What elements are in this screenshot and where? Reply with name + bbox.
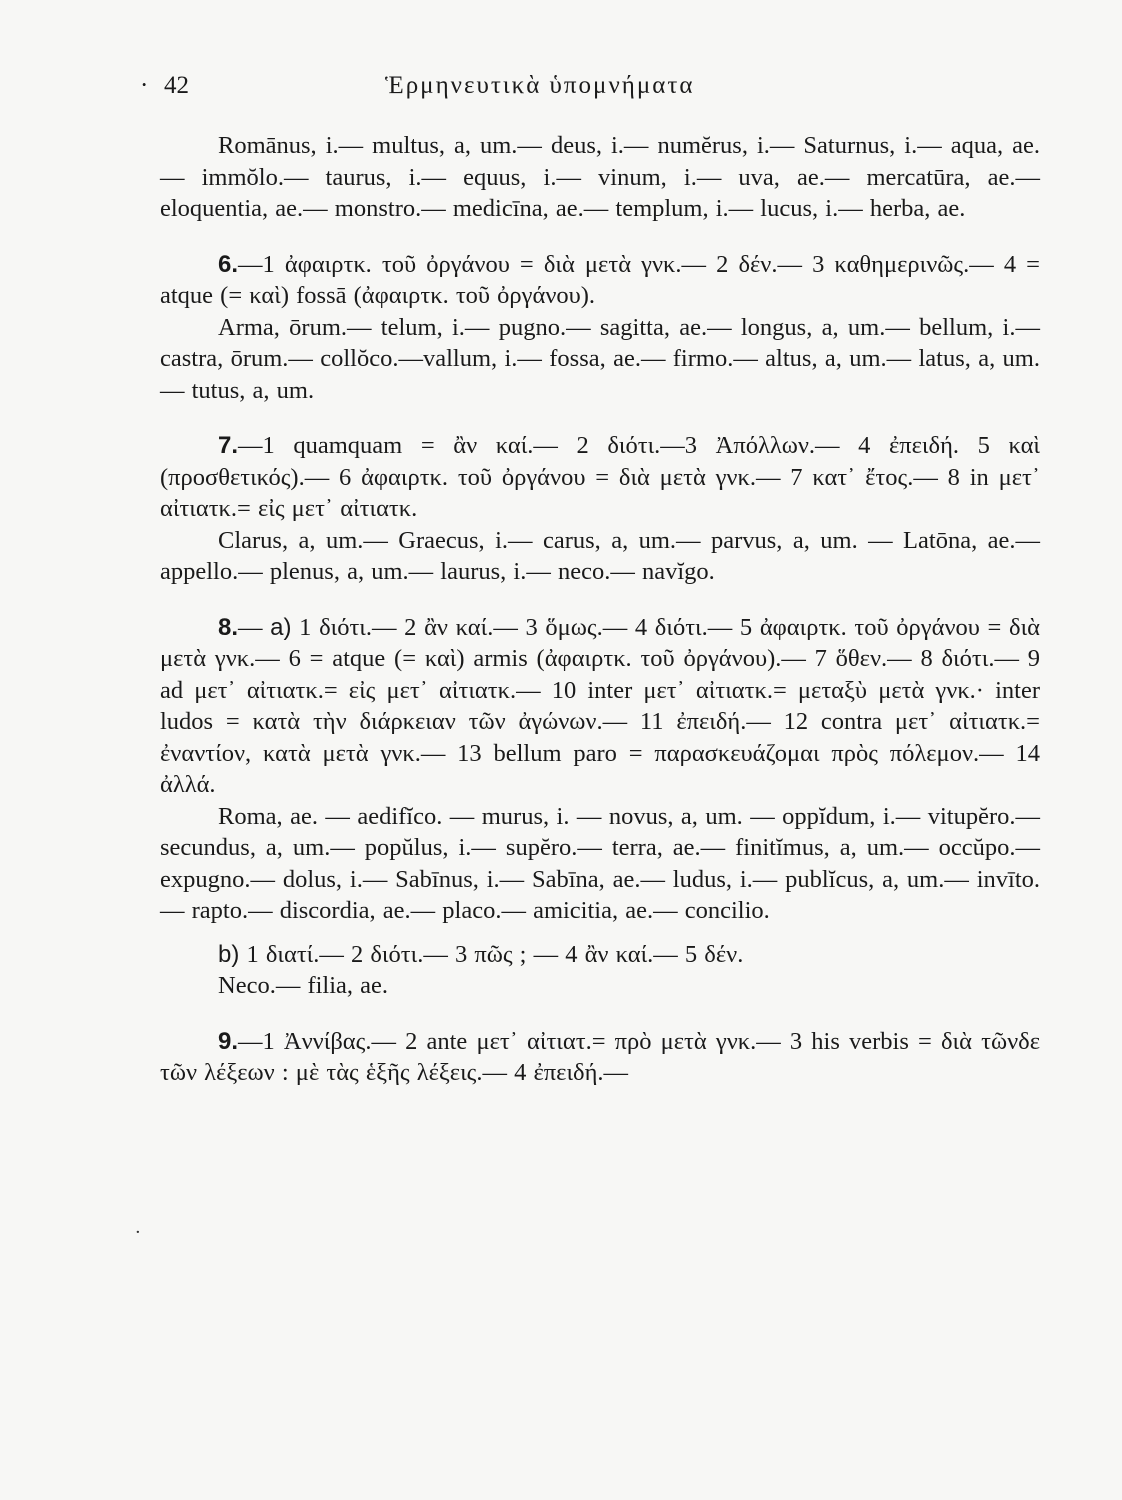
section-6-vocab: Arma, ōrum.— telum, i.— pugno.— sagitta, ae.— longus, a, um.— bellum, i.— castra, ōrum.— collŏco.—vallum, i.— fossa, ae.— firmo.— altus, a, um.— latus, a, um.— tutus, a, um. bbox=[160, 313, 1040, 404]
section-8b-vocab: Neco.— filia, ae. bbox=[218, 972, 389, 999]
page-number: 42 bbox=[164, 72, 189, 99]
section-6-notes-text: —1 ἀφαιρτκ. τοῦ ὀργάνου = διὰ μετὰ γνκ.— 2 δέν.— 3 καθημερινῶς.— 4 = atque (= καὶ) fossā (ἀφαιρτκ. τοῦ ὀργάνου). bbox=[160, 250, 1040, 309]
spacer bbox=[160, 225, 1040, 249]
spacer bbox=[160, 406, 1040, 430]
section-8b-label: b) bbox=[218, 940, 240, 968]
spacer bbox=[160, 588, 1040, 612]
section-8a-vocab: Roma, ae. — aedifĭco. — murus, i. — novus, a, um. — oppĭdum, i.— vitupĕro.— secundus, a, um.— popŭlus, i.— supĕro.— terra, ae.— finitĭmus, a, um.— occŭpo.— expugno.— dolus, i.— Sabīnus, i.— Sabīna, ae.— ludus, i.— publĭcus, a, um.— invīto. — rapto.— discordia, ae.— placo.— amicitia, ae.— concilio. bbox=[160, 802, 1040, 924]
section-8-dash: — bbox=[238, 613, 271, 641]
spacer bbox=[160, 1002, 1040, 1026]
section-7-number: 7. bbox=[218, 432, 239, 459]
spacer bbox=[160, 927, 1040, 939]
section-9-notes bbox=[160, 1026, 1040, 1089]
section-8a-notes-text: 1 διότι.— 2 ἂν καί.— 3 ὅμως.— 4 διότι.— 5 ἀφαιρτκ. τοῦ ὀργάνου = διὰ μετὰ γνκ.— 6 = atque (= καὶ) armis (ἀφαιρτκ. τοῦ ὀργάνου).— 7 ὅθεν.— 8 διότι.— 9 ad μετ᾽ αἰτιατκ.= εἰς μετ᾽ αἰτιατκ.— 10 inter μετ᾽ αἰτιατκ.= μεταξὺ μετὰ γνκ.· inter ludos = κατὰ τὴν διάρκειαν τῶν ἀγώνων.— 11 ἐπειδή.— 12 contra μετ᾽ αἰτιατκ.= ἐναντίον, κατὰ μετὰ γνκ.— 13 bellum paro = παρασκευάζομαι πρὸς πόλεμον.— 14 ἀλλά. bbox=[160, 613, 1040, 798]
section-7-vocab: Clarus, a, um.— Graecus, i.— carus, a, um.— parvus, a, um. — Latōna, ae.— appello.— plenus, a, um.— laurus, i.— neco.— navĭgo. bbox=[160, 526, 1040, 585]
section-7-notes-text: —1 quamquam = ἂν καί.— 2 διότι.—3 Ἀπόλλων.— 4 ἐπειδή. 5 καὶ (προσθετικός).— 6 ἀφαιρτκ. τοῦ ὀργάνου = διὰ μετὰ γνκ.— 7 κατ᾽ ἔτος.— 8 in μετ᾽ αἰτιατκ.= εἰς μετ᾽ αἰτιατκ. bbox=[160, 432, 1040, 522]
section-7-notes bbox=[160, 430, 1040, 525]
section-8-number: 8. bbox=[218, 613, 239, 641]
page-header bbox=[140, 72, 970, 112]
vocab-paragraph-intro: Romānus, i.— multus, a, um.— deus, i.— numĕrus, i.— Saturnus, i.— aqua, ae.— immŏlo.— taurus, i.— equus, i.— vinum, i.— uva, ae.— mercatūra, ae.— eloquentia, ae.— monstro.— medicīna, ae.— templum, i.— lucus, i.— herba, ae. bbox=[160, 132, 1040, 222]
running-title: Ἑρμηνευτικὰ ὑπομνήματα bbox=[385, 72, 695, 99]
section-9-notes-text: —1 Ἀννίβας.— 2 ante μετ᾽ αἰτιατ.= πρὸ μετὰ γνκ.— 3 his verbis = διὰ τῶνδε τῶν λέξεων : μὲ τὰς ἑξῆς λέξεις.— 4 ἐπειδή.— bbox=[160, 1027, 1040, 1086]
margin-mark: · bbox=[135, 1222, 141, 1243]
section-8a-notes bbox=[160, 612, 1040, 801]
section-8b-notes bbox=[160, 939, 1040, 971]
section-6-notes bbox=[160, 249, 1040, 312]
page-body bbox=[160, 130, 1040, 1089]
section-6-number: 6. bbox=[218, 250, 239, 278]
section-8a-label: a) bbox=[270, 613, 292, 641]
section-9-number: 9. bbox=[218, 1027, 239, 1055]
header-dot: · bbox=[140, 72, 149, 99]
section-8b-notes-text: 1 διατί.— 2 διότι.— 3 πῶς ; — 4 ἂν καί.— 5 δέν. bbox=[246, 940, 744, 968]
